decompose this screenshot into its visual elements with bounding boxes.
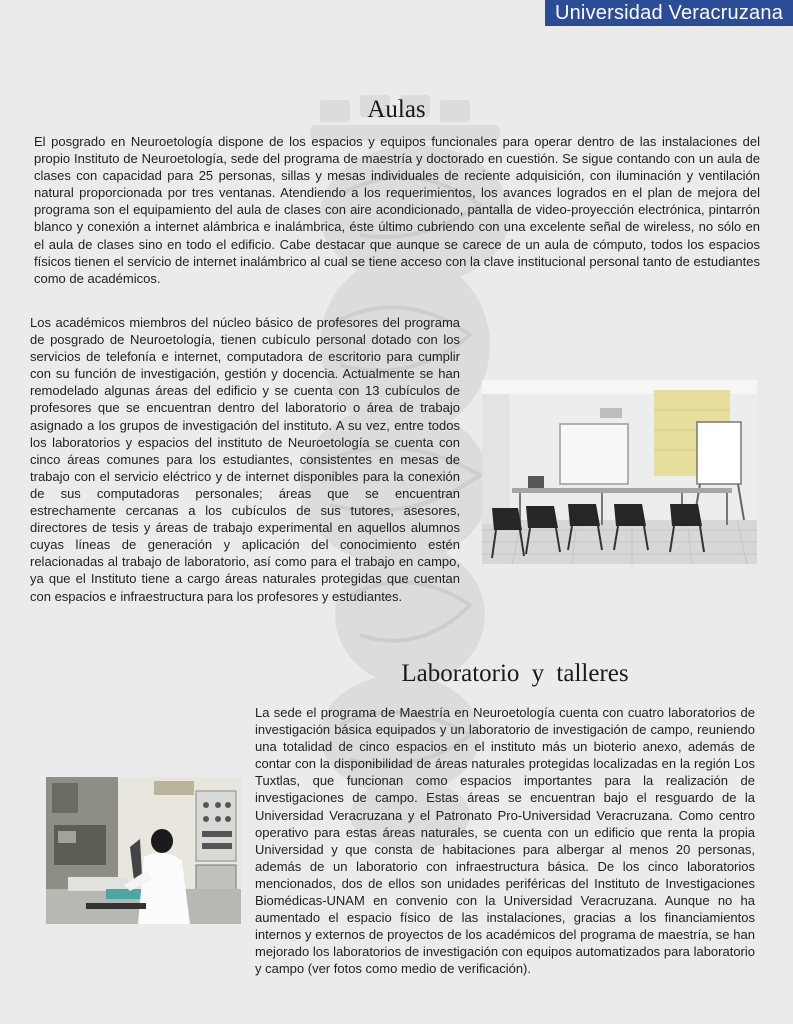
laboratory-photo: [46, 777, 241, 924]
university-brand-banner: Universidad Veracruzana: [545, 0, 793, 26]
section-title-aulas: Aulas: [367, 96, 426, 123]
classroom-photo: [482, 380, 757, 564]
academicos-paragraph: Los académicos miembros del núcleo básico de profesores del programa de posgrado de Neuroetología, tienen cubículo personal dotado con los servicios de telefonía e internet, computadora de escritorio para cumplir con su función de investigación, gestión y docencia. Actualmente se han remodelado algunas áreas del edificio y se cuenta con 13 cubículos de profesores que se encuentran dentro del laboratorio o área de trabajo asignado a los grupos de investigación del instituto. A su vez, entre todos los laboratorios y espacios del instituto de Neuroetología se cuenta con cinco áreas comunes para los estudiantes, consistentes en mesas de trabajo con el servicio eléctrico y de internet disponibles para la conexión de sus computadoras personales; áreas que se encuentran estrechamente cercanas a los cubículos de sus tutores, asesores, directores de tesis y áreas de trabajo experimental en aquellos alumnos cuyas líneas de generación y aplicación del conocimiento estén relacionadas al trabajo de laboratorio, así como para el trabajo en campo, ya que el Instituto tiene a cargo áreas naturales protegidas que cuentan con espacios e infraestructura para los profesores y estudiantes.: [30, 315, 460, 604]
laboratorio-paragraph: La sede el programa de Maestría en Neuroetología cuenta con cuatro laboratorios de investigación básica equipados y un laboratorio de investigación de campo, reuniendo una totalidad de cinco espacios en el instituto más un bioterio anexo, además de contar con la disponibilidad de áreas naturales protegidas localizadas en la región Los Tuxtlas, que funcionan como espacios importantes para la realización de investigaciones de campo. Estas áreas se encuentran bajo el resguardo de la Universidad Veracruzana y el Patronato Pro-Universidad Veracruzana. Como centro operativo para estas áreas naturales, se cuenta con un edificio que renta la propia Universidad y que consta de habitaciones para albergar al menos 20 personas, además de un laboratorio con infraestructura básica. De los cinco laboratorios mencionados, dos de ellos son unidades periféricas del Instituto de Investigaciones Biomédicas-UNAM en convenio con la Universidad Veracruzana. Aunque no ha aumentado el espacio físico de las instalaciones, gracias a los financiamientos internos y externos de proyectos de los académicos del programa de maestría, se han mejorado los laboratorios de investigación con equipos automatizados para laboratorio y campo (ver fotos como medio de verificación).: [255, 705, 755, 977]
aulas-paragraph: El posgrado en Neuroetología dispone de los espacios y equipos funcionales para operar dentro de las instalaciones del propio Instituto de Neuroetología, sede del programa de maestría y doctorado en cuestión. Se sigue contando con un aula de clases con capacidad para 25 personas, sillas y mesas individuales de reciente adquisición, con iluminación y ventilación natural proporcionada por tres ventanas. Atendiendo a los requerimientos, los avances logrados en el plan de mejora del programa son el equipamiento del aula de clases con aire acondicionado, pantalla de video-proyección electrónica, pintarrón blanco y conexión a internet alámbrica e inalámbrica, éste último cubriendo con una excelente señal de wireless, no sólo en el aula de clases sino en todo el edificio. Cabe destacar que aunque se carece de un aula de cómputo, todos los espacios físicos tienen el servicio de internet inalámbrico al cual se tiene acceso con la clave institucional personal tanto de estudiantes como de académicos.: [34, 134, 760, 286]
section-title-laboratorio: Laboratorio y talleres: [401, 660, 629, 687]
